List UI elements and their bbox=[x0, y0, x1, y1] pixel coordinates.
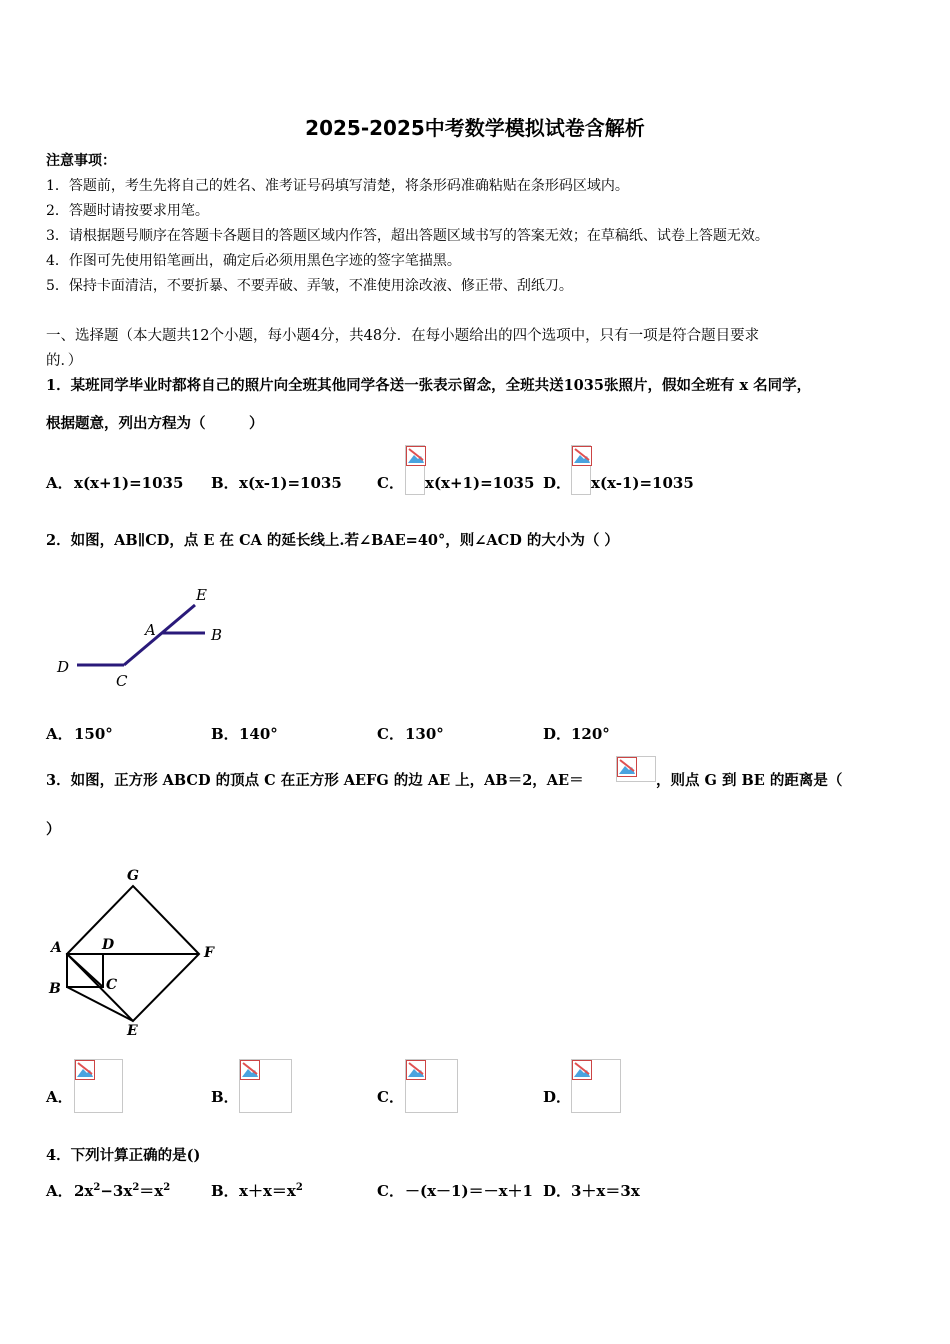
q1-option-c-text: x(x+1)=1035 bbox=[425, 474, 535, 492]
q2-option-c-text: 130° bbox=[405, 725, 444, 743]
q4-option-d-label: D． bbox=[543, 1182, 572, 1200]
q4-a-term1: 2x bbox=[74, 1182, 94, 1200]
exponent: 2 bbox=[163, 1182, 171, 1193]
image-placeholder-icon bbox=[617, 757, 637, 777]
q4-b-expr: x＋x＝x bbox=[239, 1182, 296, 1200]
label-b: B bbox=[211, 626, 223, 644]
q4-option-b-label: B． bbox=[211, 1182, 239, 1200]
q2-option-b-label: B． bbox=[211, 725, 239, 743]
q1-option-a-label: A． bbox=[46, 474, 73, 492]
broken-image-icon bbox=[405, 1059, 458, 1113]
q4-a-term2: −3x bbox=[100, 1182, 133, 1200]
section-heading-cont: 的．） bbox=[46, 353, 83, 369]
q4-stem: 4．下列计算正确的是() bbox=[46, 1147, 201, 1164]
notice-item: 2．答题时请按要求用笔。 bbox=[46, 203, 209, 219]
q1-option-d-label: D． bbox=[543, 474, 572, 492]
broken-image-icon bbox=[571, 1059, 621, 1113]
notice-item: 5．保持卡面清洁，不要折暴、不要弄破、弄皱，不准使用涂改液、修正带、刮纸刀。 bbox=[46, 278, 573, 294]
label-a: A bbox=[51, 940, 62, 956]
q4-option-a-text bbox=[74, 1181, 170, 1201]
q3-stem-post: ，则点 G 到 BE 的距离是（ bbox=[656, 772, 843, 789]
q1-option-b-label: B． bbox=[211, 474, 239, 492]
q4-option-d-text: 3＋x＝3x bbox=[571, 1182, 640, 1200]
label-d: D bbox=[57, 658, 70, 676]
broken-image-icon bbox=[74, 1059, 123, 1113]
exponent: 2 bbox=[295, 1182, 303, 1193]
q1-stem-cont: 根据题意，列出方程为（ ） bbox=[46, 415, 264, 432]
q2-option-a-label: A． bbox=[46, 725, 73, 743]
notice-item: 1．答题前，考生先将自己的姓名、准考证号码填写清楚，将条形码准确粘贴在条形码区域内。 bbox=[46, 178, 629, 194]
q2-figure bbox=[50, 580, 240, 695]
label-a: A bbox=[145, 621, 156, 639]
broken-image-icon bbox=[571, 445, 591, 495]
q2-option-d-text: 120° bbox=[571, 725, 610, 743]
q1-stem: 1．某班同学毕业时都将自己的照片向全班其他同学各送一张表示留念，全班共送1035张照片，假如全班有 x 名同学， bbox=[46, 377, 812, 394]
label-c: C bbox=[106, 977, 118, 993]
image-placeholder-icon bbox=[572, 446, 592, 466]
label-b: B bbox=[49, 981, 61, 997]
section-heading: 一、选择题（本大题共12个小题，每小题4分，共48分．在每小题给出的四个选项中，只有一项是符合题目要求 bbox=[46, 328, 760, 344]
q4-option-c-text: －(x－1)＝－x＋1 bbox=[405, 1182, 533, 1200]
q1-option-a-text: x(x+1)=1035 bbox=[74, 474, 184, 492]
q1-option-b-text: x(x-1)=1035 bbox=[239, 474, 342, 492]
q2-option-a-text: 150° bbox=[74, 725, 113, 743]
q3-stem: 3．如图，正方形 ABCD 的顶点 C 在正方形 AEFG 的边 AE 上，AB＝2，AE＝ bbox=[46, 772, 584, 789]
q4-a-result: ＝x bbox=[139, 1182, 164, 1200]
q1-option-d-text: x(x-1)=1035 bbox=[591, 474, 694, 492]
notice-heading: 注意事项： bbox=[46, 153, 116, 169]
q4-option-b-text bbox=[239, 1181, 303, 1201]
exponent: 2 bbox=[132, 1182, 140, 1193]
label-f: F bbox=[204, 945, 214, 961]
image-placeholder-icon bbox=[75, 1060, 95, 1080]
q2-stem: 2．如图，AB∥CD，点 E 在 CA 的延长线上.若∠BAE=40°，则∠ACD 的大小为（ ） bbox=[46, 532, 619, 549]
line-ac bbox=[67, 954, 103, 987]
notice-item: 3．请根据题号顺序在答题卡各题目的答题区域内作答，超出答题区域书写的答案无效；在草稿纸、试卷上答题无效。 bbox=[46, 228, 769, 244]
label-g: G bbox=[127, 868, 139, 884]
q4-option-a-label: A． bbox=[46, 1182, 73, 1200]
page-title: 2025-2025中考数学模拟试卷含解析 bbox=[305, 116, 645, 140]
label-d: D bbox=[102, 937, 115, 953]
label-e: E bbox=[127, 1023, 138, 1039]
image-placeholder-icon bbox=[406, 446, 426, 466]
q1-option-c-label: C． bbox=[377, 474, 404, 492]
q2-option-b-text: 140° bbox=[239, 725, 278, 743]
broken-image-icon bbox=[239, 1059, 292, 1113]
q2-option-d-label: D． bbox=[543, 725, 572, 743]
line-be bbox=[67, 987, 133, 1021]
image-placeholder-icon bbox=[240, 1060, 260, 1080]
label-e: E bbox=[196, 586, 207, 604]
q3-option-a-label: A． bbox=[46, 1088, 73, 1106]
broken-image-icon bbox=[405, 445, 425, 495]
image-placeholder-icon bbox=[406, 1060, 426, 1080]
q3-figure bbox=[44, 862, 224, 1042]
q3-option-d-label: D． bbox=[543, 1088, 572, 1106]
q3-stem-end: ） bbox=[46, 821, 61, 838]
line-ce bbox=[124, 605, 195, 665]
q4-option-c-label: C． bbox=[377, 1182, 404, 1200]
label-c: C bbox=[116, 672, 128, 690]
notice-item: 4．作图可先使用铅笔画出，确定后必须用黑色字迹的签字笔描黑。 bbox=[46, 253, 461, 269]
q3-option-b-label: B． bbox=[211, 1088, 239, 1106]
image-placeholder-icon bbox=[572, 1060, 592, 1080]
q2-option-c-label: C． bbox=[377, 725, 404, 743]
exponent: 2 bbox=[93, 1182, 101, 1193]
q3-option-c-label: C． bbox=[377, 1088, 404, 1106]
broken-image-icon bbox=[616, 756, 656, 782]
